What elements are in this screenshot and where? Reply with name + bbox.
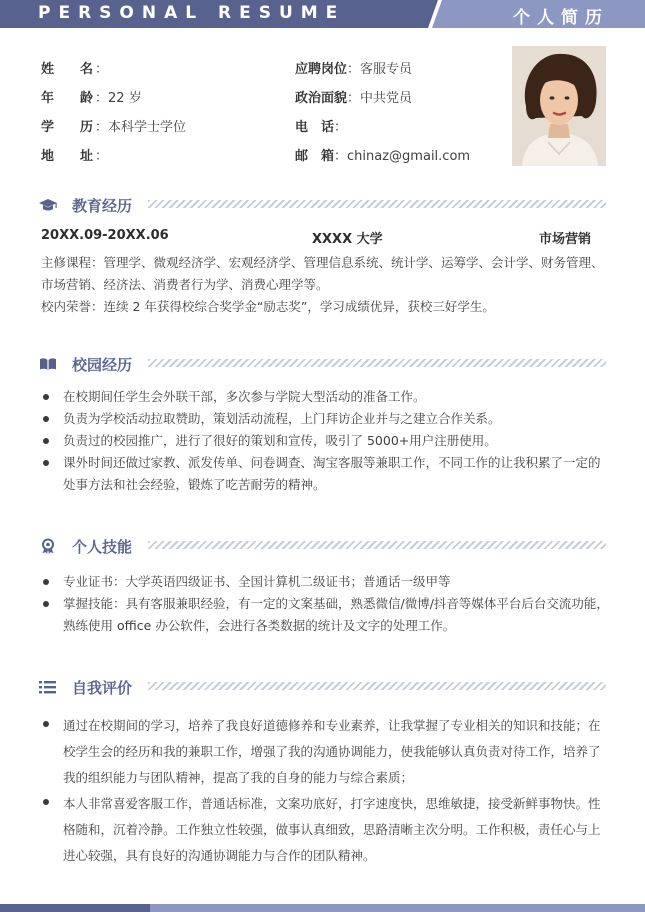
section-divider: [148, 200, 606, 208]
info-degree: 学 历 ：本科学士学位: [41, 116, 186, 135]
list-item: 负责为学校活动拉取赞助，策划活动流程，上门拜访企业并与之建立合作关系。: [41, 408, 609, 430]
campus-list: [41, 386, 609, 496]
section-self-header: [38, 677, 606, 697]
award-icon: [38, 538, 58, 554]
info-address: 地 址 ：: [41, 145, 108, 164]
self-list: [41, 713, 609, 869]
section-self-title: 自我评价: [72, 679, 133, 697]
info-value-political: 中共党员: [360, 91, 413, 106]
list-item: 通过在校期间的学习，培养了我良好道德修养和专业素养，让我掌握了专业相关的知识和技能；在校学生会的经历和我的兼职工作，增强了我的沟通协调能力，使我能够认真负责对待工作，培养了我的组织能力与团队精神，提高了我的自身的能力与综合素质；: [41, 713, 609, 791]
list-item: 在校期间任学生会外联干部，多次参与学院大型活动的准备工作。: [41, 386, 609, 408]
education-major: 市场营销: [539, 232, 592, 247]
book-icon: [38, 356, 58, 372]
education-school: XXXX 大学: [312, 232, 383, 247]
list-item: 专业证书：大学英语四级证书、全国计算机二级证书；普通话一级甲等: [41, 571, 609, 593]
footer-light-band: [150, 904, 645, 912]
info-political: 政治面貌：中共党员: [295, 87, 412, 106]
education-honors: 校内荣誉：连续 2 年获得校综合奖学金“励志奖”，学习成绩优异，获校三好学生。: [41, 299, 495, 314]
list-item: 课外时间还做过家教、派发传单、问卷调查、淘宝客服等兼职工作，不同工作的让我积累了一定的处事方法和社会经验，锻炼了吃苦耐劳的精神。: [41, 452, 609, 496]
info-label-name: 姓 名: [41, 62, 94, 77]
header-title-en: PERSONAL RESUME: [38, 3, 346, 23]
info-value-email: chinaz@gmail.com: [347, 149, 471, 164]
info-email: 邮 箱：chinaz@gmail.com: [295, 145, 470, 164]
list-item: 负责过的校园推广，进行了很好的策划和宣传，吸引了 5000+用户注册使用。: [41, 430, 609, 452]
list-item: 本人非常喜爱客服工作，普通话标准，文案功底好，打字速度快，思维敏捷，接受新鲜事物快。性格随和，沉着冷静。工作独立性较强，做事认真细致，思路清晰主次分明。工作积极，责任心与上进心较强，具有良好的沟通协调能力与合作的团队精神。: [41, 791, 609, 869]
info-label-address: 地 址: [41, 149, 94, 164]
info-name: 姓 名 ：: [41, 58, 108, 77]
section-divider: [148, 359, 606, 367]
info-label-position: 应聘岗位: [295, 62, 348, 77]
info-label-phone: 电 话: [295, 120, 335, 135]
education-period: 20XX.09-20XX.06: [41, 228, 169, 243]
list-item: 掌握技能：具有客服兼职经验，有一定的文案基础，熟悉微信/微博/抖音等媒体平台后台交流功能，熟练使用 office 办公软件，会进行各类数据的统计及文字的处理工作。: [41, 593, 609, 637]
info-phone: 电 话：: [295, 116, 347, 135]
info-age: 年 龄 ：22 岁: [41, 87, 142, 106]
header-title-cn: 个人简历: [513, 8, 609, 28]
section-skills-title: 个人技能: [72, 538, 133, 556]
info-value-position: 客服专员: [360, 62, 413, 77]
info-label-email: 邮 箱: [295, 149, 335, 164]
skills-list: [41, 571, 609, 637]
portrait-illustration: [512, 46, 606, 166]
education-courses: 主修课程：管理学、微观经济学、宏观经济学、管理信息系统、统计学、运筹学、会计学、财务管理、市场营销、经济法、消费者行为学、消费心理学等。: [41, 255, 604, 292]
graduation-cap-icon: [38, 197, 58, 213]
info-value-age: 22 岁: [108, 91, 142, 106]
section-campus-title: 校园经历: [72, 356, 133, 374]
section-divider: [148, 541, 606, 549]
section-skills-header: [38, 536, 606, 556]
header-band: [0, 0, 645, 28]
section-education-header: [38, 195, 606, 215]
info-position: 应聘岗位：客服专员: [295, 58, 412, 77]
portrait-photo: [512, 46, 606, 166]
info-label-degree: 学 历: [41, 120, 94, 135]
info-label-age: 年 龄: [41, 91, 94, 106]
section-divider: [148, 682, 606, 690]
list-icon: [38, 679, 58, 695]
info-value-degree: 本科学士学位: [108, 120, 187, 135]
section-education-title: 教育经历: [72, 197, 133, 215]
info-label-political: 政治面貌: [295, 91, 348, 106]
section-campus-header: [38, 354, 606, 374]
footer-dark-band: [0, 904, 150, 912]
